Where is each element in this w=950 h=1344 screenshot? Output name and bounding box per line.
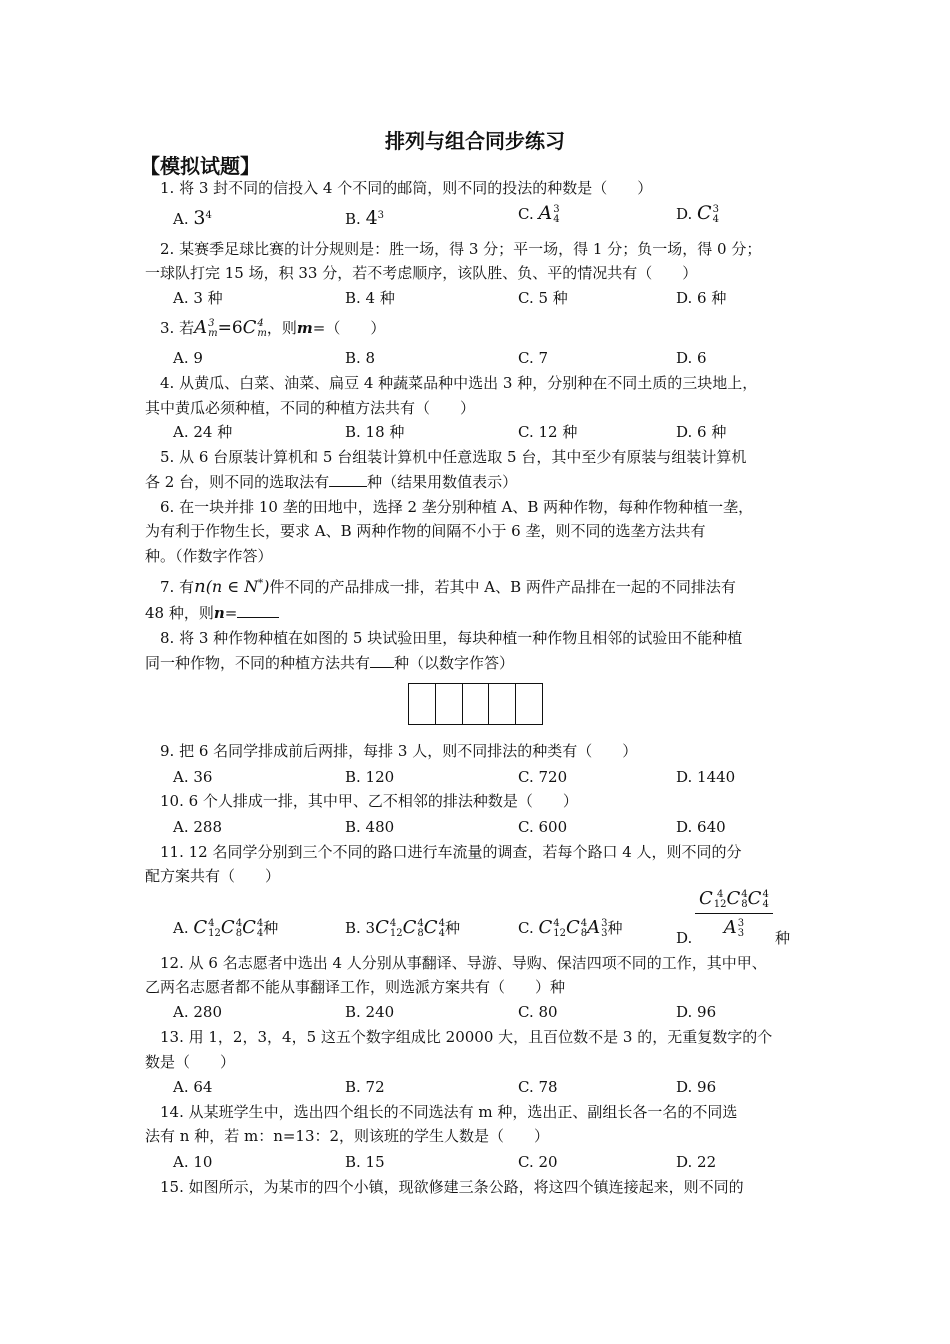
q11-option-d-label: D. xyxy=(676,929,693,947)
q10-option-c: C. 600 xyxy=(518,818,568,836)
q8-answer-blank xyxy=(370,653,394,668)
q8-line2: 同一种作物，不同的种植方法共有 种（以数字作答） xyxy=(145,654,515,672)
q12-line1: 12. 从 6 名志愿者中选出 4 人分别从事翻译、导游、导购、保洁四项不同的工作，其中甲、 xyxy=(160,954,767,972)
q13-option-a: A. 64 xyxy=(173,1078,213,1096)
q6-line2: 为有利于作物生长，要求 A、B 两种作物的间隔不小于 6 垄，则不同的选垄方法共有 xyxy=(145,522,706,540)
q11-option-d-fraction: C 4 12 C 4 8 C 4 4 A 3 3 xyxy=(695,888,773,939)
q2-option-d: D. 6 种 xyxy=(676,289,727,307)
section-heading: 【模拟试题】 xyxy=(140,154,260,178)
q12-option-a: A. 280 xyxy=(173,1003,222,1021)
q12-option-d: D. 96 xyxy=(676,1003,717,1021)
q2-line2: 一球队打完 15 场，积 33 分，若不考虑顺序，该队胜、负、平的情况共有（ ） xyxy=(145,264,698,282)
q12-option-c: C. 80 xyxy=(518,1003,558,1021)
q13-option-c: C. 78 xyxy=(518,1078,558,1096)
q11-line1: 11. 12 名同学分别到三个不同的路口进行车流量的调查，若每个路口 4 人，则不同的分 xyxy=(160,843,742,861)
q1-option-d: D. C 3 4 xyxy=(676,202,719,225)
q3-option-a: A. 9 xyxy=(173,349,203,367)
q7-line1: 7. 有n(n ∈ N*)件不同的产品排成一排，若其中 A、B 两件产品排在一起的不同排法有 xyxy=(160,576,736,597)
q9-option-d: D. 1440 xyxy=(676,768,736,786)
q3-option-b: B. 8 xyxy=(345,349,376,367)
q5-line1: 5. 从 6 台原装计算机和 5 台组装计算机中任意选取 5 台，其中至少有原装与组装计算机 xyxy=(160,448,747,466)
q2-option-b: B. 4 种 xyxy=(345,289,395,307)
q1-option-a: A. $3^4$ xyxy=(173,207,212,229)
q13-line2: 数是（ ） xyxy=(145,1053,236,1071)
q5-answer-blank xyxy=(329,472,367,487)
q3-option-c: C. 7 xyxy=(518,349,549,367)
q13-option-d: D. 96 xyxy=(676,1078,717,1096)
q9-text: 9. 把 6 名同学排成前后两排，每排 3 人，则不同排法的种类有（ ） xyxy=(160,742,638,760)
q10-text: 10. 6 个人排成一排，其中甲、乙不相邻的排法种数是（ ） xyxy=(160,792,578,810)
q9-option-a: A. 36 xyxy=(173,768,213,786)
q11-option-d-unit: 种 xyxy=(775,929,791,947)
plot-2 xyxy=(435,683,463,725)
q1-option-c: C. A 3 4 xyxy=(518,202,560,225)
q2-option-a: A. 3 种 xyxy=(173,289,223,307)
q6-line1: 6. 在一块并排 10 垄的田地中，选择 2 垄分别种植 A、B 两种作物，每种作物种植一垄， xyxy=(160,498,754,516)
q14-option-c: C. 20 xyxy=(518,1153,558,1171)
q6-line3: 种。（作数字作答） xyxy=(145,547,273,565)
q2-option-c: C. 5 种 xyxy=(518,289,568,307)
q3-option-d: D. 6 xyxy=(676,349,707,367)
q12-line2: 乙两名志愿者都不能从事翻译工作，则选派方案共有（ ）种 xyxy=(145,978,566,996)
plot-4 xyxy=(488,683,516,725)
q10-option-b: B. 480 xyxy=(345,818,395,836)
q10-option-a: A. 288 xyxy=(173,818,222,836)
plot-1 xyxy=(408,683,436,725)
q8-line1: 8. 将 3 种作物种植在如图的 5 块试验田里，每块种植一种作物且相邻的试验田不能种植 xyxy=(160,629,743,647)
q3-text: 3. 若A 3 m =6C 4 m ，则m=（ ） xyxy=(160,317,386,339)
plot-3 xyxy=(462,683,490,725)
q4-option-b: B. 18 种 xyxy=(345,423,405,441)
q15-line1: 15. 如图所示，为某市的四个小镇，现欲修建三条公路，将这四个镇连接起来，则不同的 xyxy=(160,1178,744,1196)
q7-answer-blank xyxy=(237,603,279,618)
q4-option-c: C. 12 种 xyxy=(518,423,578,441)
q12-option-b: B. 240 xyxy=(345,1003,395,1021)
q4-option-a: A. 24 种 xyxy=(173,423,233,441)
q9-option-c: C. 720 xyxy=(518,768,568,786)
q9-option-b: B. 120 xyxy=(345,768,395,786)
q1-option-b: B. $4^3$ xyxy=(345,207,385,229)
q7-line2: 48 种，则n= xyxy=(145,603,279,623)
page-title: 排列与组合同步练习 xyxy=(385,129,565,153)
q14-option-d: D. 22 xyxy=(676,1153,717,1171)
q14-line1: 14. 从某班学生中，选出四个组长的不同选法有 m 种，选出正、副组长各一名的不同选 xyxy=(160,1103,738,1121)
plot-5 xyxy=(515,683,543,725)
q14-line2: 法有 n 种，若 m：n=13：2，则该班的学生人数是（ ） xyxy=(145,1127,550,1145)
q4-line2: 其中黄瓜必须种植，不同的种植方法共有（ ） xyxy=(145,399,476,417)
q11-option-b: B. 3C 4 12 C 4 8 C 4 4 种 xyxy=(345,917,460,939)
q11-option-c: C. C 4 12 C 4 8 A 3 3 种 xyxy=(518,917,623,939)
q14-option-b: B. 15 xyxy=(345,1153,385,1171)
field-plots-diagram xyxy=(409,683,543,725)
q4-option-d: D. 6 种 xyxy=(676,423,727,441)
q2-line1: 2. 某赛季足球比赛的计分规则是：胜一场，得 3 分；平一场，得 1 分；负一场，得 0 分； xyxy=(160,240,762,258)
q11-line2: 配方案共有（ ） xyxy=(145,867,281,885)
q5-line2: 各 2 台，则不同的选取法有 种（结果用数值表示） xyxy=(145,473,518,491)
q4-line1: 4. 从黄瓜、白菜、油菜、扁豆 4 种蔬菜品种中选出 3 种，分别种在不同土质的三块地上， xyxy=(160,374,758,392)
q1-text: 1. 将 3 封不同的信投入 4 个不同的邮筒，则不同的投法的种数是（ ） xyxy=(160,179,653,197)
q13-option-b: B. 72 xyxy=(345,1078,385,1096)
q10-option-d: D. 640 xyxy=(676,818,726,836)
q14-option-a: A. 10 xyxy=(173,1153,213,1171)
q11-option-a: A. C 4 12 C 4 8 C 4 4 种 xyxy=(173,917,279,939)
q13-line1: 13. 用 1，2，3，4，5 这五个数字组成比 20000 大，且百位数不是 3 的，无重复数字的个 xyxy=(160,1028,773,1046)
